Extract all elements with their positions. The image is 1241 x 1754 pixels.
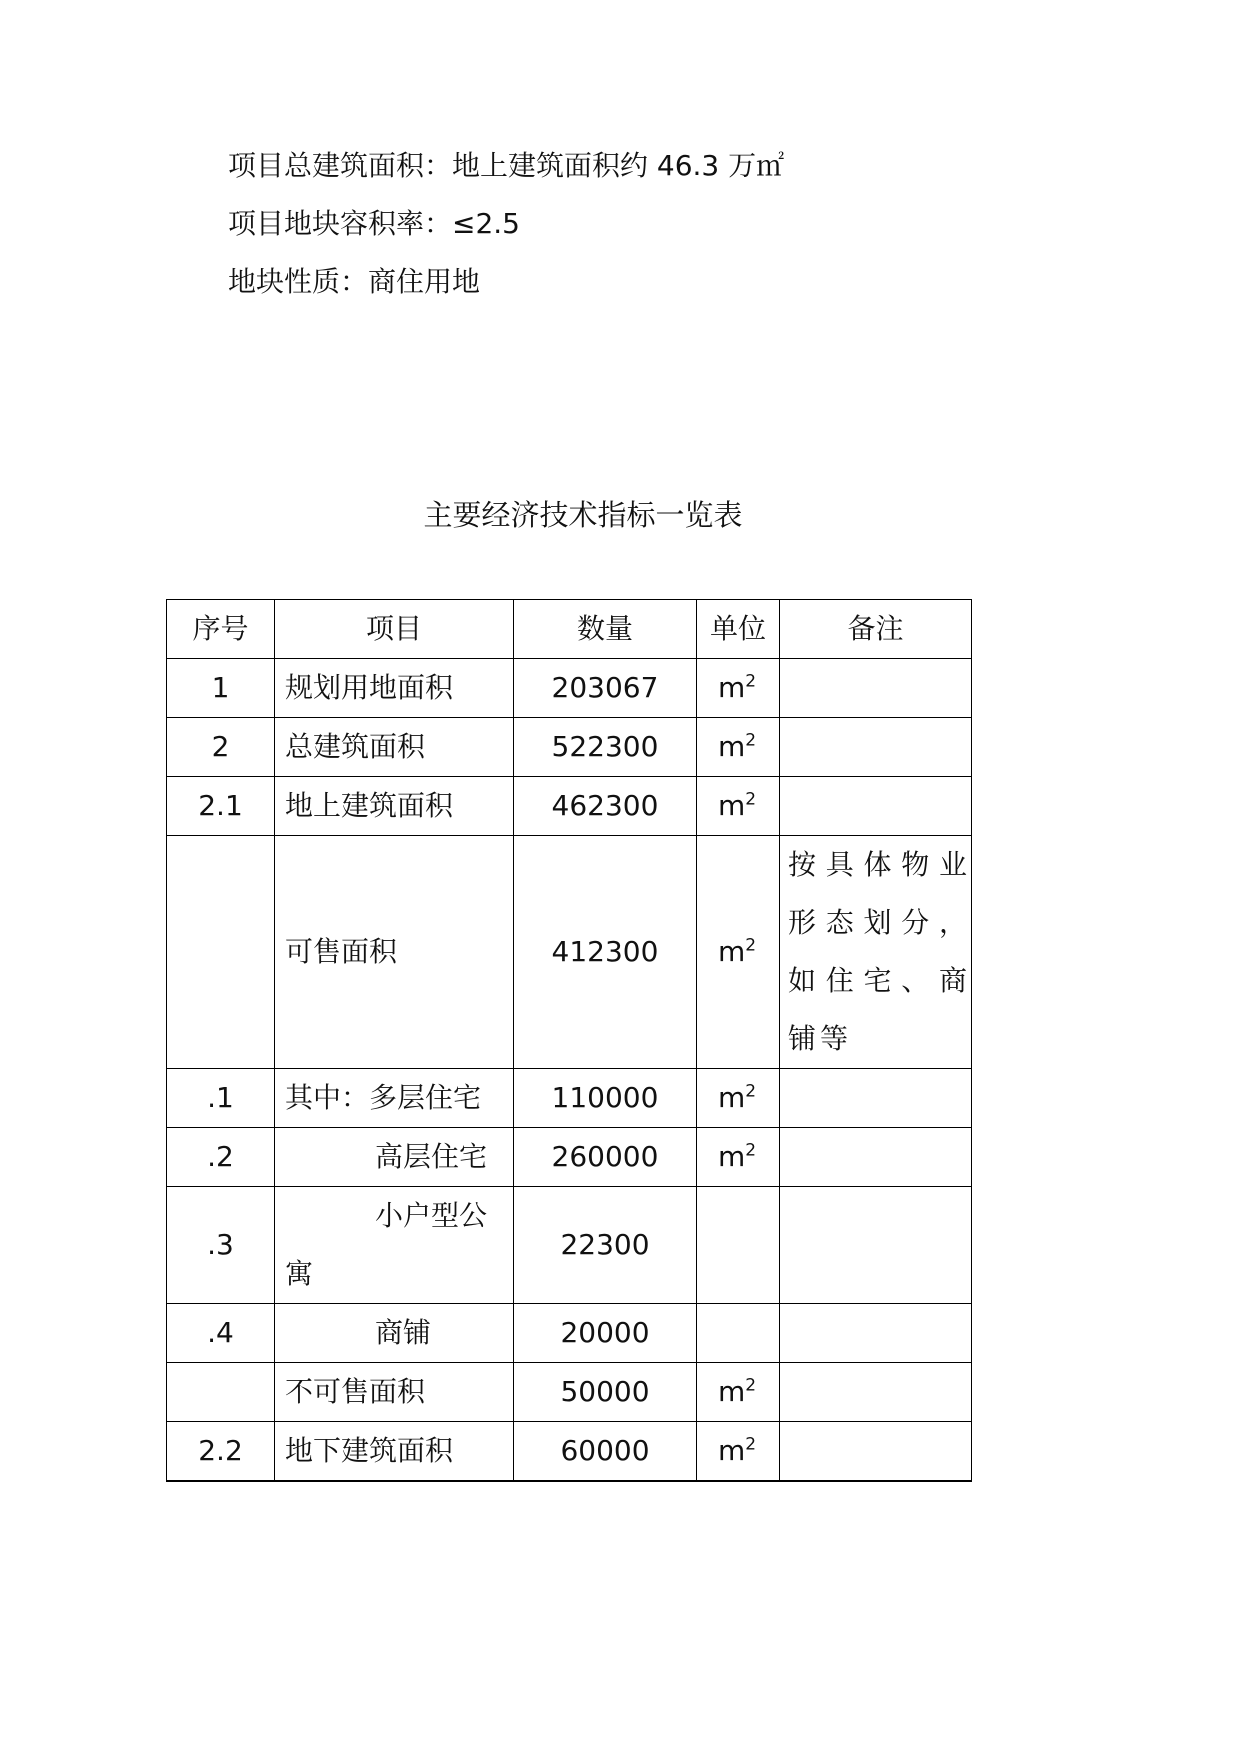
row-qty: 462300 [514, 777, 697, 836]
row-qty: 60000 [514, 1422, 697, 1482]
row-item: 其中：多层住宅 [275, 1069, 514, 1128]
row-unit [697, 718, 780, 777]
header-no: 序号 [167, 600, 275, 659]
row-item: 地上建筑面积 [275, 777, 514, 836]
unit-base: m [718, 671, 746, 704]
row-note [780, 1363, 972, 1422]
unit-exp: 2 [745, 935, 757, 956]
row-unit [697, 1304, 780, 1363]
row-no: 1 [167, 659, 275, 718]
unit-base: m [718, 730, 746, 763]
table-row [167, 1422, 972, 1482]
row-note [780, 1422, 972, 1482]
row-qty: 22300 [514, 1187, 697, 1304]
row-note [780, 718, 972, 777]
row-item: 规划用地面积 [275, 659, 514, 718]
row-no: .1 [167, 1069, 275, 1128]
header-note: 备注 [780, 600, 972, 659]
table-row [167, 1304, 972, 1363]
row-unit [697, 1187, 780, 1304]
table-row [167, 836, 972, 1069]
row-qty: 203067 [514, 659, 697, 718]
unit-base: m [718, 1140, 746, 1173]
row-unit [697, 1363, 780, 1422]
row-no: .2 [167, 1128, 275, 1187]
row-item: 总建筑面积 [275, 718, 514, 777]
row-note: 按具体物业形态划分，如住宅、商铺等 [780, 836, 972, 1069]
unit-exp: 2 [745, 730, 757, 751]
unit-exp: 2 [745, 1140, 757, 1161]
table-row [167, 777, 972, 836]
row-no [167, 1363, 275, 1422]
row-item: 高层住宅 [275, 1128, 514, 1187]
row-no: .4 [167, 1304, 275, 1363]
unit-exp: 2 [745, 1375, 757, 1396]
row-no: 2.1 [167, 777, 275, 836]
row-no: 2.2 [167, 1422, 275, 1482]
info-total-area: 项目总建筑面积：地上建筑面积约 46.3 万㎡ [228, 149, 785, 182]
info-plot-ratio: 项目地块容积率：≤2.5 [228, 207, 520, 240]
info-land-use: 地块性质：商住用地 [228, 265, 481, 298]
row-qty: 20000 [514, 1304, 697, 1363]
header-unit: 单位 [697, 600, 780, 659]
unit-exp: 2 [745, 1434, 757, 1455]
row-no: 2 [167, 718, 275, 777]
row-unit [697, 777, 780, 836]
row-item: 地下建筑面积 [275, 1422, 514, 1482]
unit-base: m [718, 1434, 746, 1467]
header-qty: 数量 [514, 600, 697, 659]
row-item-text: 小户型公寓 [285, 1199, 488, 1290]
row-no [167, 836, 275, 1069]
row-qty: 522300 [514, 718, 697, 777]
row-unit [697, 1128, 780, 1187]
row-item: 不可售面积 [275, 1363, 514, 1422]
table-row [167, 1187, 972, 1304]
row-note [780, 777, 972, 836]
table-row [167, 718, 972, 777]
row-item [275, 1187, 514, 1304]
row-item: 可售面积 [275, 836, 514, 1069]
row-note [780, 1069, 972, 1128]
row-qty: 260000 [514, 1128, 697, 1187]
row-unit [697, 1422, 780, 1482]
row-note [780, 659, 972, 718]
table-row [167, 1128, 972, 1187]
row-note [780, 1128, 972, 1187]
unit-exp: 2 [745, 1081, 757, 1102]
row-item: 商铺 [275, 1304, 514, 1363]
row-unit [697, 836, 780, 1069]
table-row [167, 1363, 972, 1422]
row-qty: 50000 [514, 1363, 697, 1422]
row-note [780, 1187, 972, 1304]
table-header-row [167, 600, 972, 659]
table-row [167, 659, 972, 718]
unit-exp: 2 [745, 789, 757, 810]
unit-base: m [718, 935, 746, 968]
table-row [167, 1069, 972, 1128]
unit-exp: 2 [745, 671, 757, 692]
indicators-table [166, 599, 972, 1482]
row-qty: 412300 [514, 836, 697, 1069]
unit-base: m [718, 789, 746, 822]
row-unit [697, 1069, 780, 1128]
header-item: 项目 [275, 600, 514, 659]
row-no: .3 [167, 1187, 275, 1304]
row-unit [697, 659, 780, 718]
row-qty: 110000 [514, 1069, 697, 1128]
unit-base: m [718, 1081, 746, 1114]
unit-base: m [718, 1375, 746, 1408]
row-note [780, 1304, 972, 1363]
table-title: 主要经济技术指标一览表 [423, 498, 743, 532]
